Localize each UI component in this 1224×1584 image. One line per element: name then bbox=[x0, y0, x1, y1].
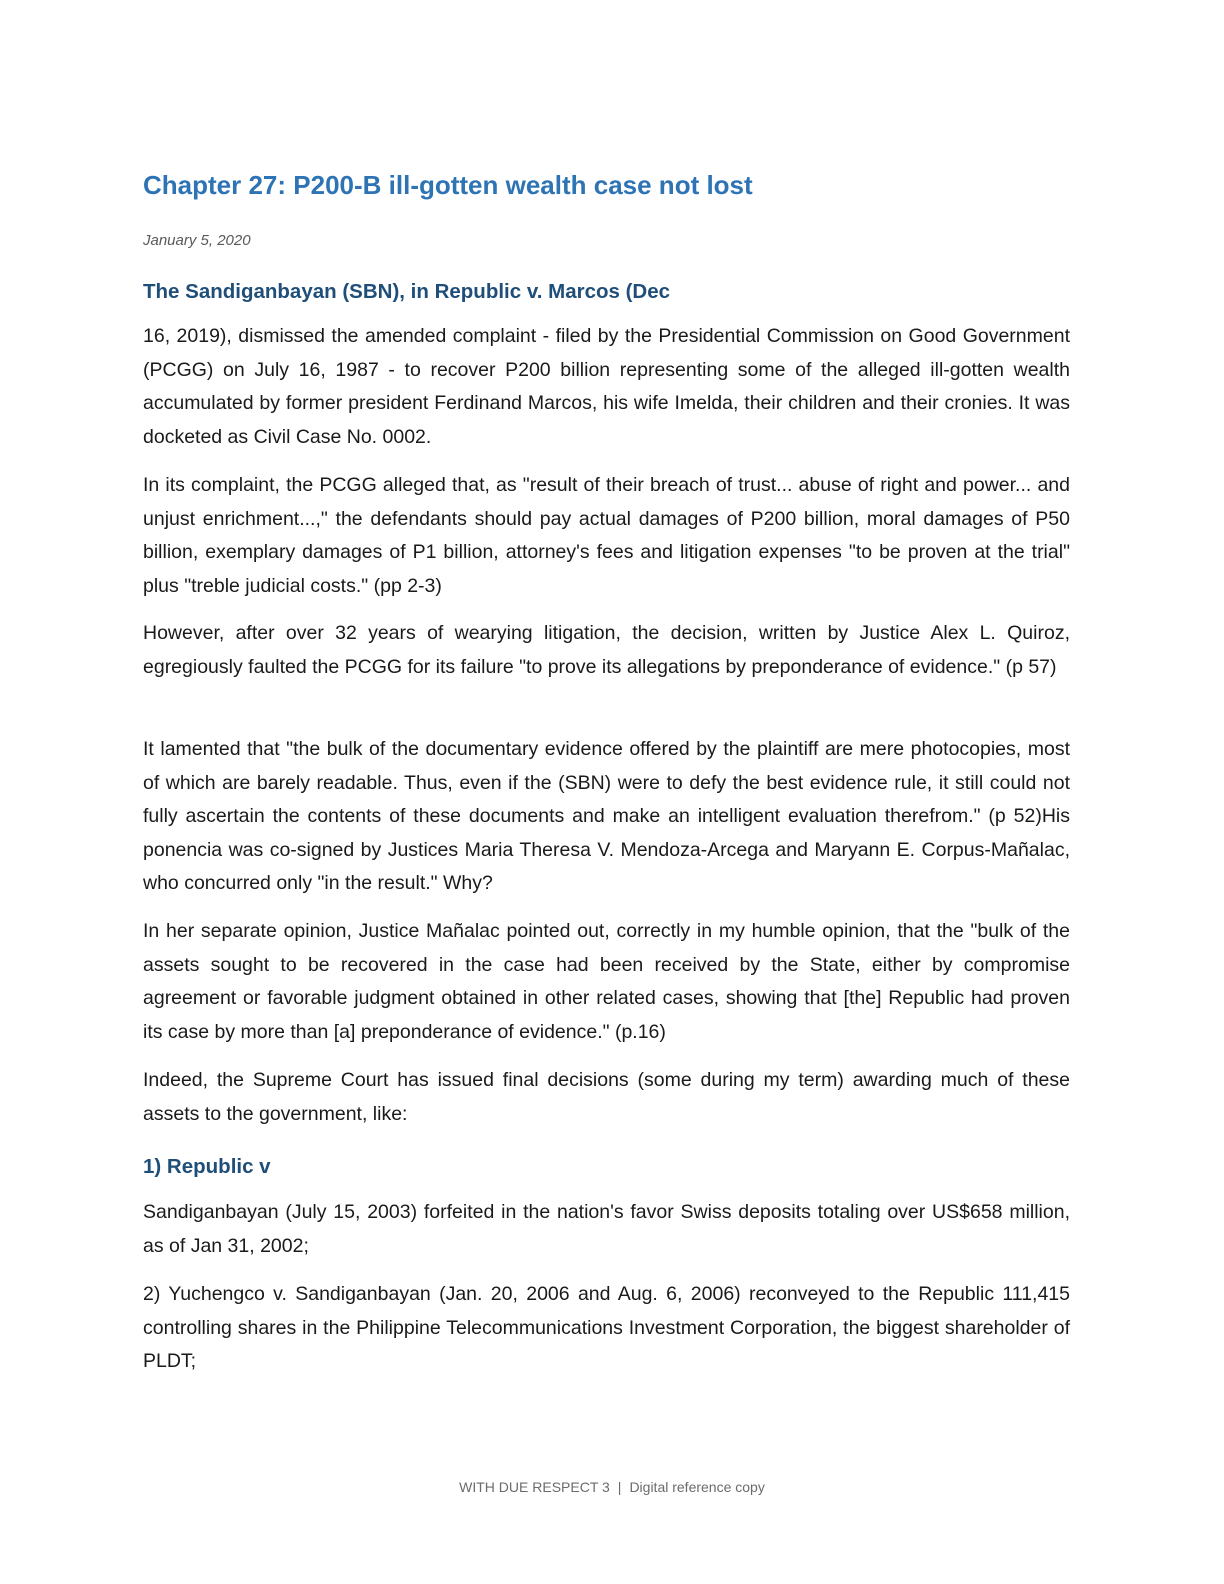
publication-date: January 5, 2020 bbox=[143, 232, 251, 249]
footer-separator: | bbox=[617, 1479, 622, 1495]
footer-title: WITH DUE RESPECT 3 bbox=[459, 1479, 610, 1495]
paragraph: In her separate opinion, Justice Mañalac pointed out, correctly in my humble opinion, that the "bulk of the assets sought to be recovered in the case had been received by the State, either by compromise agreement or favorable judgment obtained in other related cases, showing that [the] Republic had proven its case by more than [a] preponderance of evidence." (p.16) bbox=[143, 920, 1070, 1043]
paragraph: Sandiganbayan (July 15, 2003) forfeited in the nation's favor Swiss deposits totaling over US$658 million, as of Jan 31, 2002; bbox=[143, 1201, 1070, 1257]
paragraph: 16, 2019), dismissed the amended complaint - filed by the Presidential Commission on Good Government (PCGG) on July 16, 1987 - to recover P200 billion representing some of the alleged ill-gotten wealth accumulated by former president Ferdinand Marcos, his wife Imelda, their children and their cronies. It was docketed as Civil Case No. 0002. bbox=[143, 325, 1070, 448]
paragraph: It lamented that "the bulk of the documentary evidence offered by the plaintiff are mere photocopies, most of which are barely readable. Thus, even if the (SBN) were to defy the best evidence rule, it still could not fully ascertain the contents of these documents and make an intelligent evaluation therefrom." (p 52)His ponencia was co-signed by Justices Maria Theresa V. Mendoza-Arcega and Maryann E. Corpus-Mañalac, who concurred only "in the result." Why? bbox=[143, 738, 1070, 894]
page-footer bbox=[0, 1479, 1224, 1495]
paragraph: In its complaint, the PCGG alleged that, as "result of their breach of trust... abuse of right and power... and unjust enrichment...," the defendants should pay actual damages of P200 billion, moral damages of P50 billion, exemplary damages of P1 billion, attorney's fees and litigation expenses "to be proven at the trial" plus "treble judicial costs." (pp 2-3) bbox=[143, 474, 1070, 597]
list-heading: 1) Republic v bbox=[143, 1155, 271, 1178]
section-heading: The Sandiganbayan (SBN), in Republic v. Marcos (Dec bbox=[143, 280, 671, 303]
paragraph: Indeed, the Supreme Court has issued final decisions (some during my term) awarding much of these assets to the government, like: bbox=[143, 1069, 1070, 1125]
chapter-title: Chapter 27: P200-B ill-gotten wealth case not lost bbox=[143, 170, 753, 200]
footer-note: Digital reference copy bbox=[629, 1479, 765, 1495]
paragraph: However, after over 32 years of wearying litigation, the decision, written by Justice Alex L. Quiroz, egregiously faulted the PCGG for its failure "to prove its allegations by preponderance of evidence." (p 57) bbox=[143, 622, 1070, 678]
paragraph: 2) Yuchengco v. Sandiganbayan (Jan. 20, 2006 and Aug. 6, 2006) reconveyed to the Republic 111,415 controlling shares in the Philippine Telecommunications Investment Corporation, the biggest shareholder of PLDT; bbox=[143, 1283, 1070, 1372]
